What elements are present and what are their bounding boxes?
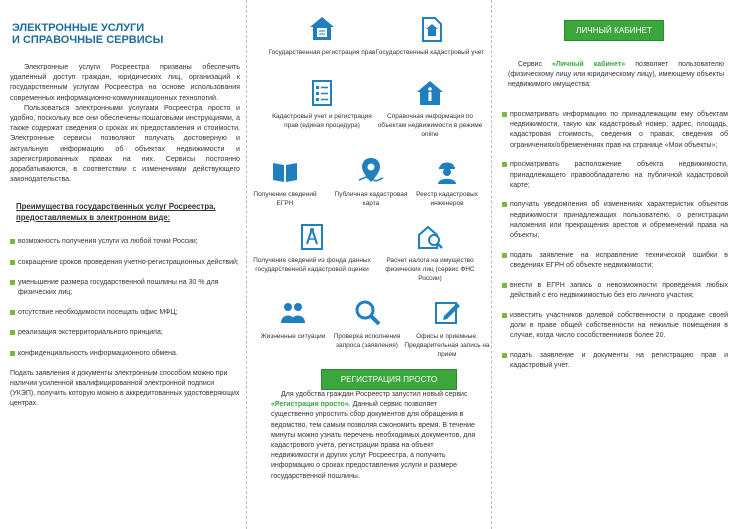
house-info-icon	[415, 78, 445, 108]
services-grid	[253, 8, 490, 371]
service-life-situations[interactable]: Жизненные ситуации	[253, 298, 333, 341]
list-item: уменьшение размера государственной пошлины на 30 % для физических лиц;	[10, 278, 240, 298]
bullet-square-icon	[502, 202, 507, 207]
personal-account-intro: Сервис «Личный кабинет» позволяет пользователю (физическому лицу или юридическому лицу), имеющему объекты недвижимого имущества:	[508, 61, 724, 89]
registration-description: Для удобства граждан Росреестр запустил новый сервис «Регистрация просто». Данный сервис позволяет существенно упростить сбор документов для обращения в ведомство, тем самым позволяя сэкономить время. В течение минуты можно узнать перечень необходимых документов, для кадастрового учета, регистрации права на объект недвижимости и других услуг Росреестра, а получить информацию о сроках предоставления услуги и размере государственной пошлины.	[271, 391, 476, 480]
map-pin-icon	[356, 156, 386, 186]
list-item: конфиденциальность информационного обмена.	[10, 349, 240, 359]
people-icon	[278, 298, 308, 328]
list-item: подать заявление на исправление технической ошибки в сведениях ЕГРН об объекте недвижимости;	[502, 251, 728, 271]
list-item: просматривать расположение объекта недвижимости, принадлежащего правообладателю на публичной кадастровой карте;	[502, 160, 728, 191]
magnifier-icon	[352, 298, 382, 328]
service-offices-appointment[interactable]: Офисы и приемные. Предварительная запись на прием	[403, 298, 491, 359]
bullet-square-icon	[502, 112, 507, 117]
list-item: отсутствие необходимости посещать офис МФЦ;	[10, 308, 240, 318]
bullet-square-icon	[10, 310, 15, 315]
house-document-icon	[307, 14, 337, 44]
bullet-square-icon	[502, 353, 507, 358]
advantages-heading: Преимущества государственных услуг Росреестра, предоставляемых в электронном виде:	[16, 202, 216, 222]
right-column	[492, 0, 732, 529]
service-reference-info[interactable]: Справочная информация по объектам недвижимости в режиме online	[375, 78, 485, 139]
bullet-square-icon	[10, 280, 15, 285]
bullet-square-icon	[502, 283, 507, 288]
bullet-square-icon	[10, 330, 15, 335]
list-item: подать заявление и документы на регистрацию прав и кадастровый учет.	[502, 351, 728, 371]
list-item: просматривать информацию по принадлежащим ему объектам недвижимости, такую как кадастровый номер, адрес, площадь, кадастровая стоимость, сведения о правах, сведения об ограничениях/обременениях прав на странице «Мои объекты»;	[502, 110, 728, 151]
list-item: внести в ЕГРН запись о невозможности проведения любых действий с его недвижимостью без его личного участия;	[502, 281, 728, 301]
service-valuation-fund[interactable]: Получение сведений из фонда данных государственной кадастровой оценки	[253, 222, 371, 274]
bullet-square-icon	[502, 313, 507, 318]
service-engineers-registry[interactable]: Реестр кадастровых инженеров	[403, 156, 491, 208]
description-paragraph: Пользоваться электронными услугами Росреестра просто и удобно, поскольку все они обеспечены пошаговыми инструкциями, а также содержат сведения о сроках их предоставления и стоимости. Электронные сервисы позволяют получать достоверную и актуальную информацию об объектах недвижимости и зарегистрированных правах на них. Сервисы постоянно дорабатываются, в соответствии с изменениями действующего законодательства.	[10, 103, 240, 184]
service-unified-procedure[interactable]: Кадастровый учет и регистрация прав (единая процедура)	[267, 78, 377, 130]
list-item: получать уведомления об изменениях характеристик объектов недвижимости принадлежащих пользователю, о регистрации наложения или прекращения арестов и обременений права на объекты;	[502, 200, 728, 241]
service-cadastral-registration[interactable]: Государственный кадастровый учет	[375, 14, 485, 57]
open-book-icon	[270, 156, 300, 186]
checklist-document-icon	[307, 78, 337, 108]
advantages-list	[10, 237, 240, 358]
footer-text: Подать заявления и документы электронным способом можно при наличии усиленной квалифицированной электронной подписи (УКЭП), получить которую можно в аккредитованных удостоверяющих центрах.	[10, 369, 240, 408]
list-item: известить участников долевой собственности о продаже своей доли в праве общей собственности на нежилые помещения в случае, когда число сособственников более 20.	[502, 311, 728, 342]
house-gear-icon	[415, 14, 445, 44]
pen-document-icon	[432, 298, 462, 328]
engineer-icon	[432, 156, 462, 186]
bullet-square-icon	[502, 253, 507, 258]
service-public-map[interactable]: Публичная кадастровая карта	[329, 156, 413, 208]
left-column	[0, 0, 246, 529]
bullet-square-icon	[10, 239, 15, 244]
middle-column	[246, 0, 492, 529]
bullet-square-icon	[10, 351, 15, 356]
house-search-icon	[415, 222, 445, 252]
compass-document-icon	[297, 222, 327, 252]
service-state-registration[interactable]: Государственная регистрация прав	[267, 14, 377, 57]
service-tax-calculation[interactable]: Расчет налога на имущество физических лиц (сервис ФНС России)	[373, 222, 487, 283]
service-egrn-info[interactable]: Получение сведений ЕГРН	[245, 156, 325, 208]
list-item: сокращение сроков проведения учетно-регистрационных действий;	[10, 258, 240, 268]
bullet-square-icon	[502, 162, 507, 167]
bullet-square-icon	[10, 260, 15, 265]
service-request-check[interactable]: Проверка исполнения запроса (заявления)	[325, 298, 409, 350]
intro-paragraph: Электронные услуги Росреестра призваны обеспечить удаленный доступ граждан, юридических лиц, организаций к государственным услугам Росреестра на основе использования современных информационно-коммуникационных технологий.	[10, 63, 240, 102]
registration-simple-button[interactable]: РЕГИСТРАЦИЯ ПРОСТО	[321, 369, 457, 390]
personal-account-features	[502, 110, 728, 381]
list-item: возможность получения услуги из любой точки России;	[10, 237, 240, 247]
personal-account-button[interactable]: ЛИЧНЫЙ КАБИНЕТ	[564, 20, 664, 41]
section-title: ЭЛЕКТРОННЫЕ УСЛУГИ И СПРАВОЧНЫЕ СЕРВИСЫ	[12, 22, 164, 46]
list-item: реализация экстерриториального принципа;	[10, 328, 240, 338]
